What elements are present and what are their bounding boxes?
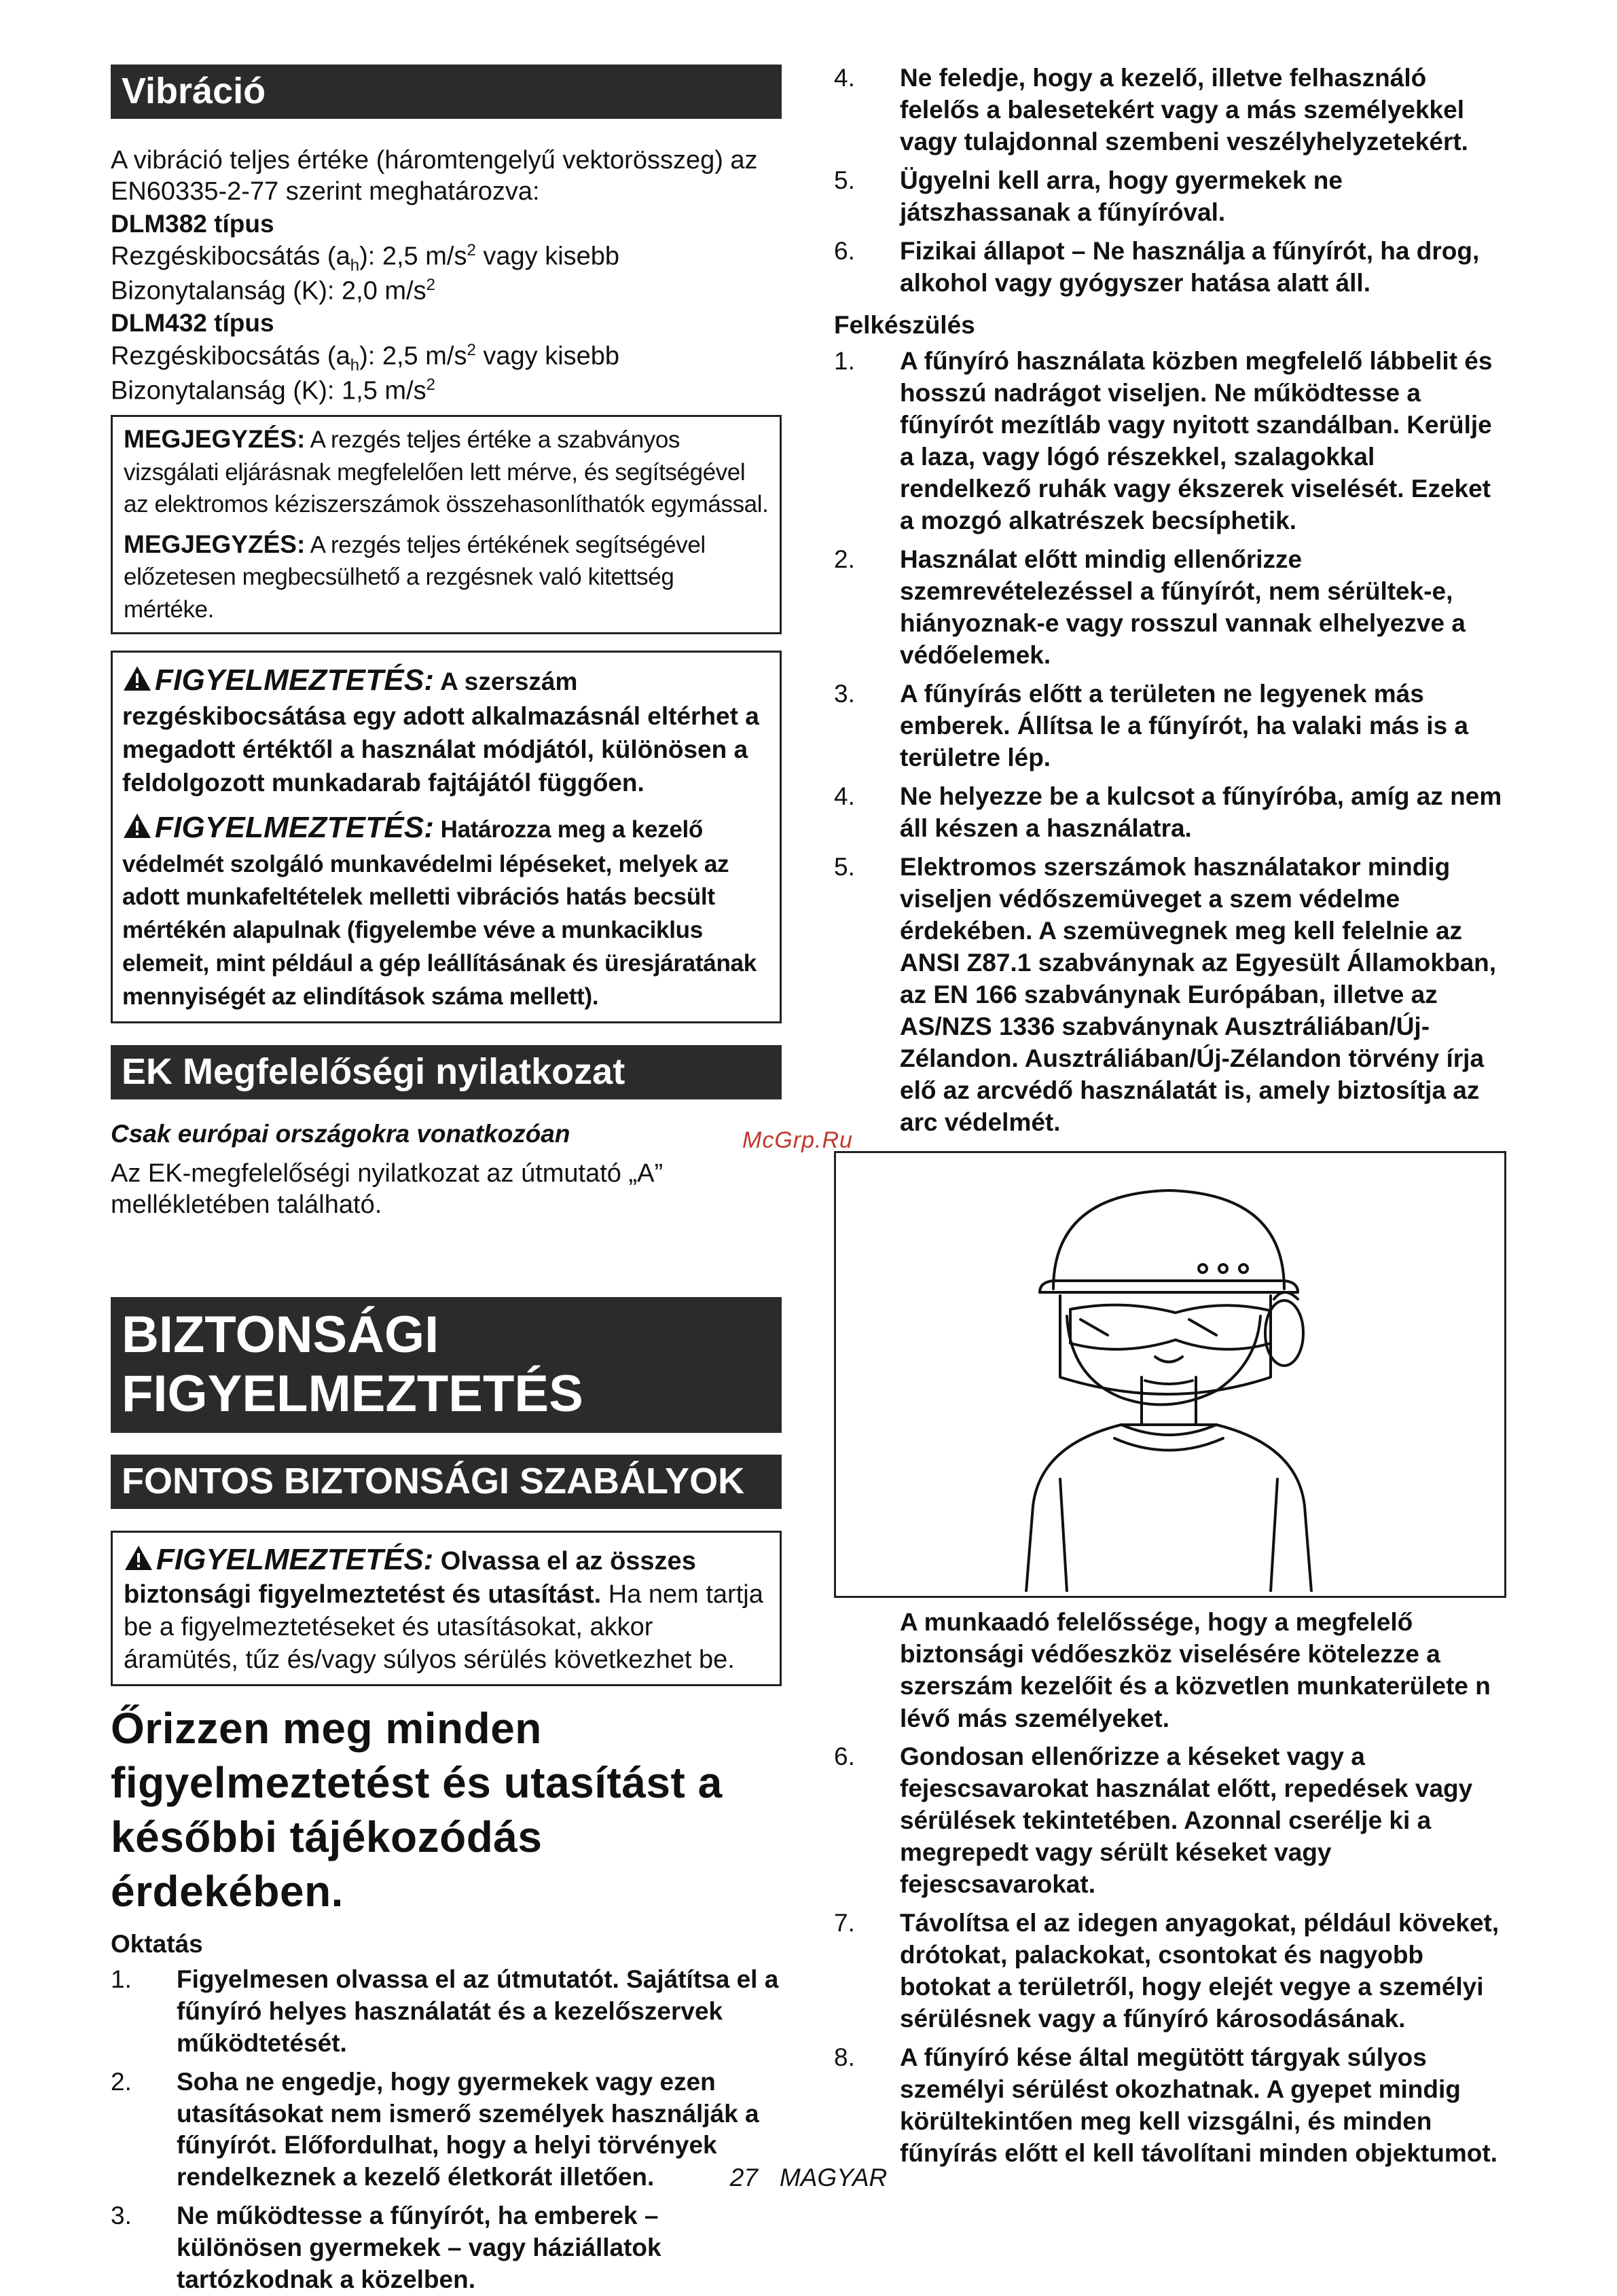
list-item: 1. A fűnyíró használata közben megfelelő lábbelit és hosszú nadrágot viseljen. Ne működtesse a fűnyírót mezítláb vagy nyitott szandálban. Kerülje a laza, vagy lógó részekkel, szalagokkal rendelkező ruhák vagy ékszerek viselését. Ezeket a mozgó alkatrészek becsíphetik.	[834, 346, 1493, 534]
uncertainty-line: Bizonytalanság (K): 1,5 $m/s^2$	[111, 376, 436, 405]
vibration-intro: A vibráció teljes értéke (háromtengelyű vektorösszeg) az EN60335-2-77 szerint meghatározva:	[111, 146, 758, 206]
note-1: MEGJEGYZÉS: A rezgés teljes értéke a szabványos vizsgálati eljárásnak megfelelően lett mérve, és segítségével az elektromos kéziszerszámok összehasonlíthatók egymással.	[124, 425, 769, 518]
training-list	[111, 1964, 782, 2296]
list-item: 5. Ügyelni kell arra, hogy gyermekek ne játszhassanak a fűnyíróval.	[834, 166, 1343, 226]
list-item: 3. Ne működtesse a fűnyírót, ha emberek – különösen gyermekek – vagy háziállatok tartózkodnak a közelben.	[111, 2202, 661, 2294]
preparation-heading: Felkészülés	[834, 310, 975, 339]
person-with-helmet-and-face-shield-icon	[836, 1153, 1504, 1592]
rules-heading: FONTOS BIZTONSÁGI SZABÁLYOK	[111, 1455, 782, 1509]
safety-warning-box	[111, 1531, 782, 1686]
warning-triangle-icon	[122, 812, 152, 839]
model-name: DLM382 típus	[111, 209, 274, 238]
training-list-continued	[834, 62, 1506, 299]
right-column	[834, 62, 1506, 2170]
keep-instructions-heading: Őrizzen meg minden figyelmeztetést és utasítást a későbbi tájékozódás érdekében.	[111, 1704, 723, 1916]
list-item: 1. Figyelmesen olvassa el az útmutatót. Sajátítsa el a fűnyíró helyes használatát és a kezelőszervek működtetését.	[111, 1965, 779, 2057]
page-footer	[0, 2164, 1617, 2192]
warning-triangle-icon	[124, 1544, 153, 1571]
emission-line: Rezgéskibocsátás $(a_h)$: 2,5 $m/s^2$ vagy kisebb	[111, 240, 620, 275]
vibration-heading: Vibráció	[111, 65, 782, 119]
left-column	[111, 65, 782, 2296]
warning-1: FIGYELMEZTETÉS: A szerszám rezgéskibocsátása egy adott alkalmazásnál eltérhet a megadott értéktől a használat módjától, különösen a feldolgozott munkadarab fajtájától függően.	[122, 663, 759, 797]
note-2: MEGJEGYZÉS: A rezgés teljes értékének segítségével előzetesen megbecsülhető a rezgésnek való kitettség mértéke.	[124, 530, 706, 623]
emission-line: Rezgéskibocsátás $(a_h)$: 2,5 $m/s^2$ vagy kisebb	[111, 340, 620, 374]
ec-heading: EK Megfelelőségi nyilatkozat	[111, 1045, 782, 1099]
safety-heading: BIZTONSÁGI FIGYELMEZTETÉS	[111, 1297, 782, 1434]
model-dlm382	[111, 208, 782, 308]
model-dlm432	[111, 307, 782, 407]
preparation-list-continued	[834, 1741, 1506, 2170]
list-item: 3. A fűnyírás előtt a területen ne legyenek más emberek. Állítsa le a fűnyírót, ha valaki más is a területre lép.	[834, 679, 1468, 771]
training-heading: Oktatás	[111, 1930, 203, 1958]
page-language: MAGYAR	[779, 2164, 888, 2191]
list-item: 4. Ne helyezze be a kulcsot a fűnyíróba, amíg az nem áll készen a használatra.	[834, 782, 1502, 842]
ec-subtitle: Csak európai országokra vonatkozóan	[111, 1119, 570, 1148]
preparation-list	[834, 346, 1506, 1139]
ec-text: Az EK-megfelelőségi nyilatkozat az útmutató „A” mellékletében található.	[111, 1159, 664, 1220]
warning-2: FIGYELMEZTETÉS: Határozza meg a kezelő védelmét szolgáló munkavédelmi lépéseket, melyek az adott munkafeltételek melletti vibrációs hatás becsült mértékén alapulnak (figyelembe véve a munkaciklus elemeit, mint például a gép leállításának és üresjáratának mennyiségét az elindítások száma mellett).	[122, 810, 757, 1010]
list-item: 8. A fűnyíró kése által megütött tárgyak súlyos személyi sérülést okozhatnak. A gyepet mindig körültekintően meg kell vizsgálni, és minden fűnyírás előtt el kell távolítani minden objektumot.	[834, 2043, 1497, 2167]
list-item: 6. Gondosan ellenőrizze a késeket vagy a fejescsavarokat használat előtt, repedések vagy sérülések tekintetében. Azonnal cserélje ki a megrepedt vagy sérült késeket vagy fejescsavarokat.	[834, 1743, 1473, 1898]
uncertainty-line: Bizonytalanság (K): 2,0 $m/s^2$	[111, 276, 436, 306]
page-number: 27	[729, 2164, 758, 2191]
safety-warning: FIGYELMEZTETÉS: Olvassa el az összes biztonsági figyelmeztetést és utasítást. Ha nem tartja be a figyelmeztetéseket és utasításokat, akkor áramütés, tűz és/vagy súlyos sérülés következhet be.	[124, 1543, 763, 1674]
model-name: DLM432 típus	[111, 309, 274, 338]
watermark: McGrp.Ru	[742, 1127, 853, 1153]
figure-caption: A munkaadó felelőssége, hogy a megfelelő biztonsági védőeszköz viselésére kötelezze a szerszám kezelőit és a közvetlen munkaterülete n lévő más személyeket.	[900, 1607, 1491, 1732]
vibration-warning-box	[111, 651, 782, 1023]
list-item: 5. Elektromos szerszámok használatakor mindig viseljen védőszemüveget a szem védelme érdekében. A szemüvegnek meg kell felelnie az ANSI Z87.1 szabványnak az Egyesült Államokban, az EN 166 szabványnak Európában, illetve az AS/NZS 1336 szabványnak Ausztráliában/Új-Zélandon. Ausztráliában/Új-Zélandon törvény írja elő az arcvédő használatát is, amely biztosítja az arc védelmét.	[834, 852, 1497, 1136]
list-item: 6. Fizikai állapot – Ne használja a fűnyírót, ha drog, alkohol vagy gyógyszer hatása alatt áll.	[834, 236, 1480, 297]
list-item: 4. Ne feledje, hogy a kezelő, illetve felhasználó felelős a balesetekért vagy a más személyekkel vagy tulajdonnal szembeni veszélyhelyzetekért.	[834, 64, 1468, 156]
warning-triangle-icon	[122, 665, 152, 692]
protective-gear-illustration	[834, 1151, 1506, 1598]
list-item: 2. Használat előtt mindig ellenőrizze szemrevételezéssel a fűnyírót, nem sérültek-e, hiányoznak-e vagy rosszul vannak elhelyezve a védőelemek.	[834, 545, 1466, 669]
note-box	[111, 415, 782, 634]
list-item: 2. Soha ne engedje, hogy gyermekek vagy ezen utasításokat nem ismerő személyek használják a fűnyírót. Előfordulhat, hogy a helyi törvények rendelkeznek a kezelő életkorát illetően.	[111, 2067, 759, 2191]
list-item: 7. Távolítsa el az idegen anyagokat, például köveket, drótokat, palackokat, csontokat és nagyobb botokat a területről, hogy elejét vegye a személyi sérülésnek vagy a fűnyíró károsodásának.	[834, 1908, 1500, 2033]
